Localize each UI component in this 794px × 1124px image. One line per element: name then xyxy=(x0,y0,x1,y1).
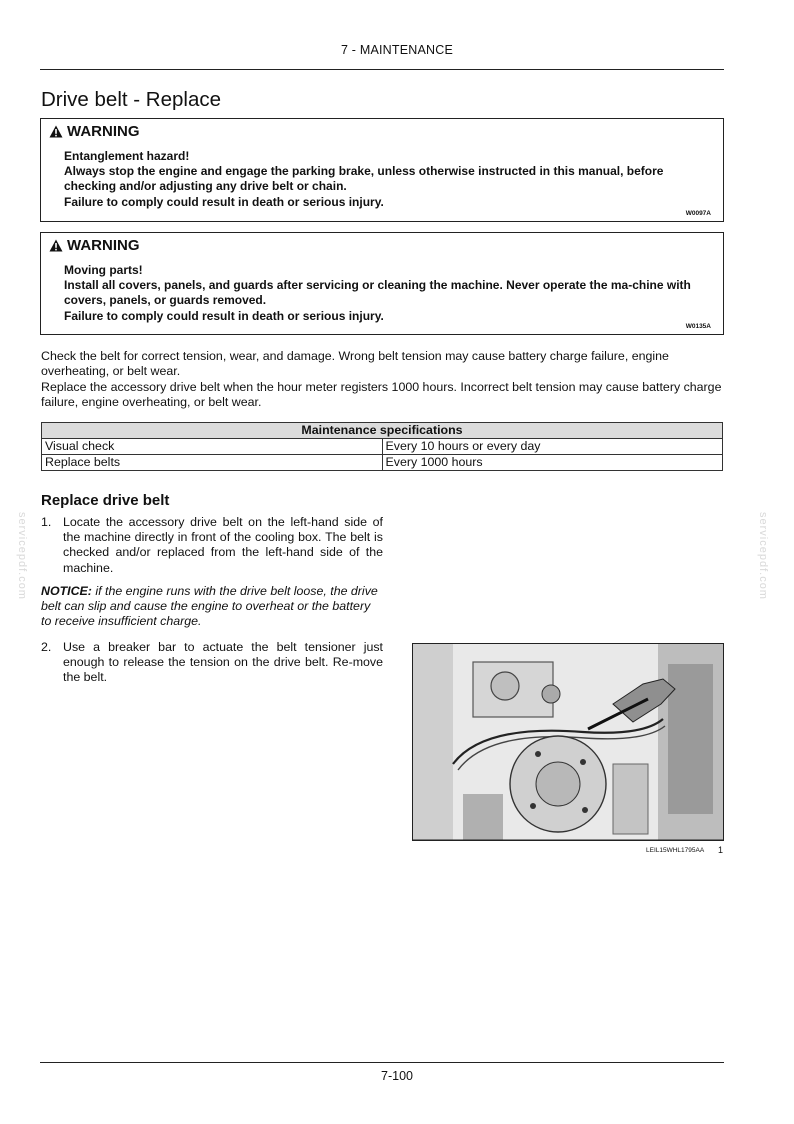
engine-belt-photo xyxy=(412,643,724,841)
section-title: Replace drive belt xyxy=(41,492,170,509)
warning-code: W0097A xyxy=(685,210,711,217)
table-row xyxy=(42,439,723,455)
table-title: Maintenance specifications xyxy=(42,423,723,439)
intro-text xyxy=(41,349,725,411)
warning-text xyxy=(64,263,701,324)
page-title: Drive belt - Replace xyxy=(41,88,222,111)
warning-label: WARNING xyxy=(67,123,140,140)
figure-number: 1 xyxy=(718,845,724,855)
warning-line: Entanglement hazard! xyxy=(64,149,190,163)
notice-text xyxy=(41,584,383,630)
running-header: 7 - MAINTENANCE xyxy=(340,43,454,57)
table-cell: Every 1000 hours xyxy=(382,455,723,471)
engine-illustration xyxy=(413,644,723,840)
notice-label: NOTICE: xyxy=(41,584,92,598)
step-text: Use a breaker bar to actuate the belt tensioner just enough to release the tension on the drive belt. Re-move the belt. xyxy=(63,640,383,685)
watermark-left: servicepdf.com xyxy=(16,512,28,600)
warning-box-entanglement xyxy=(40,118,724,222)
step-item xyxy=(41,640,383,686)
warning-code: W0135A xyxy=(685,323,711,330)
notice-body: if the engine runs with the drive belt loose, the drive belt can slip and cause the engine to overheat or the battery to receive insufficient charge. xyxy=(41,584,378,629)
watermark-right: servicepdf.com xyxy=(757,512,769,600)
warning-label: WARNING xyxy=(67,237,140,254)
warning-line: Install all covers, panels, and guards after servicing or cleaning the machine. Never operate the ma-chine with covers, panels, or guards removed. xyxy=(64,278,691,308)
warning-line: Failure to comply could result in death or serious injury. xyxy=(64,308,384,323)
warning-triangle-icon xyxy=(49,239,63,252)
warning-line: Moving parts! xyxy=(64,263,143,277)
warning-heading xyxy=(49,123,140,140)
step-number: 2. xyxy=(41,640,52,654)
step-number: 1. xyxy=(41,515,52,529)
warning-line: Failure to comply could result in death or serious injury. xyxy=(64,194,384,209)
table-row xyxy=(42,455,723,471)
table-cell: Every 10 hours or every day xyxy=(382,439,723,455)
table-cell: Visual check xyxy=(42,439,383,455)
step-text: Locate the accessory drive belt on the left-hand side of the machine directly in front of the cooling box. The belt is checked and/or replaced from the left-hand side of the machine. xyxy=(63,515,383,575)
maintenance-spec-table xyxy=(41,422,723,471)
footer-rule xyxy=(40,1062,724,1063)
warning-text xyxy=(64,149,701,210)
page-number: 7-100 xyxy=(381,1069,413,1083)
table-cell: Replace belts xyxy=(42,455,383,471)
warning-triangle-icon xyxy=(49,125,63,138)
figure-code: LEIL15WHL1795AA xyxy=(646,847,705,854)
warning-heading xyxy=(49,237,140,254)
intro-paragraph: Check the belt for correct tension, wear, and damage. Wrong belt tension may cause battery charge failure, engine overheating, or belt wear. xyxy=(41,349,669,379)
warning-line: Always stop the engine and engage the parking brake, unless otherwise instructed in this manual, before checking and/or adjusting any drive belt or chain. xyxy=(64,164,664,194)
warning-box-moving-parts xyxy=(40,232,724,335)
step-item xyxy=(41,515,383,576)
intro-paragraph: Replace the accessory drive belt when the hour meter registers 1000 hours. Incorrect belt tension may cause battery charge failure, engine overheating, or belt wear. xyxy=(41,379,722,410)
header-rule xyxy=(40,69,724,70)
